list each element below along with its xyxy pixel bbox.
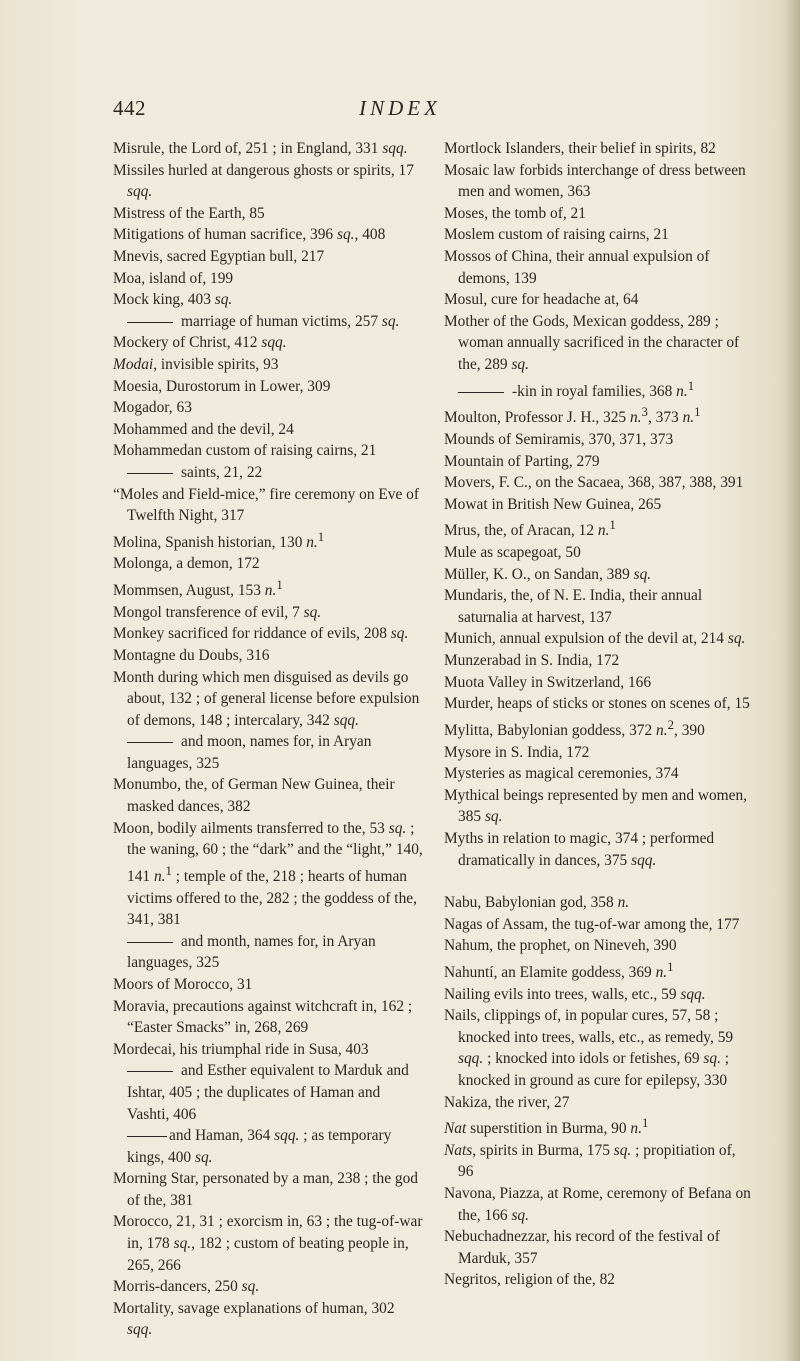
index-entry	[444, 763, 754, 785]
index-entry	[444, 402, 754, 429]
index-entry	[444, 311, 754, 376]
entry-text: Morris-dancers, 250 sq.	[113, 1278, 260, 1296]
entry-text: Monkey sacrificed for riddance of evils, 208 sq.	[113, 625, 409, 643]
index-entry	[444, 1226, 754, 1269]
ditto-dash	[127, 742, 173, 743]
index-subentry	[113, 462, 423, 484]
index-entry	[444, 542, 754, 564]
entry-text: Mule as scapegoat, 50	[444, 544, 581, 562]
entry-text: and moon, names for, in Aryan languages, 325	[127, 733, 372, 772]
entry-text: Nabu, Babylonian god, 358 n.	[444, 894, 630, 912]
index-entry	[444, 289, 754, 311]
index-entry	[444, 451, 754, 473]
index-entry	[444, 742, 754, 764]
entry-text: Nats, spirits in Burma, 175 sq. ; propitiation of, 96	[444, 1141, 736, 1181]
entry-text: Moesia, Durostorum in Lower, 309	[113, 377, 331, 395]
entry-text: Moulton, Professor J. H., 325 n.$^3$, 373 n.$^1$	[444, 405, 701, 427]
index-entry	[113, 419, 423, 441]
ditto-dash	[127, 1136, 167, 1137]
entry-text: Mitigations of human sacrifice, 396 sq., 408	[113, 226, 386, 244]
entry-text: Monumbo, the, of German New Guinea, their masked dances, 382	[113, 776, 395, 816]
index-entry	[113, 623, 423, 645]
entry-text: Molonga, a demon, 172	[113, 555, 260, 573]
index-entry	[113, 553, 423, 575]
index-entry	[113, 354, 423, 376]
index-entry	[113, 602, 423, 624]
entry-text: Müller, K. O., on Sandan, 389 sq.	[444, 565, 652, 583]
entry-text: Mockery of Christ, 412 sqq.	[113, 334, 287, 352]
index-entry	[113, 774, 423, 817]
entry-text: Nails, clippings of, in popular cures, 57, 58 ; knocked into trees, walls, etc., as remedy, 59 sqq. ; knocked into idols or fetishes, 69 sq. ; knocked in ground as cure for epilepsy, 330	[444, 1007, 734, 1089]
ditto-dash	[127, 1071, 173, 1072]
entry-text: Missiles hurled at dangerous ghosts or spirits, 17 sqq.	[113, 161, 414, 201]
entry-text: Navona, Piazza, at Rome, ceremony of Befana on the, 166 sq.	[444, 1185, 751, 1224]
index-entry	[444, 429, 754, 451]
index-entry	[113, 138, 423, 160]
index-entry	[113, 645, 423, 667]
entry-text: Moses, the tomb of, 21	[444, 204, 586, 222]
index-entry	[113, 1276, 423, 1298]
index-entry	[113, 1298, 423, 1341]
entry-text: and Esther equivalent to Marduk and Ishtar, 405 ; the duplicates of Haman and Vashti, 406	[127, 1062, 409, 1123]
entry-text: “Moles and Field-mice,” fire ceremony on Eve of Twelfth Night, 317	[113, 485, 419, 525]
ditto-dash	[127, 322, 173, 323]
index-entry	[444, 224, 754, 246]
entry-text: marriage of human victims, 257 sq.	[181, 312, 400, 330]
entry-text: Mythical beings represented by men and women, 385 sq.	[444, 786, 748, 826]
index-subentry	[113, 931, 423, 974]
index-entry	[113, 397, 423, 419]
entry-text: Mortality, savage explanations of human, 302 sqq.	[113, 1299, 395, 1339]
index-entry	[444, 1269, 754, 1291]
index-subentry	[444, 376, 754, 403]
index-subentry	[113, 311, 423, 333]
entry-text: Mistress of the Earth, 85	[113, 204, 265, 222]
entry-text: Myths in relation to magic, 374 ; performed dramatically in dances, 375 sqq.	[444, 829, 715, 869]
entry-text: Nailing evils into trees, walls, etc., 59 sqq.	[444, 985, 706, 1003]
entry-text: Nagas of Assam, the tug-of-war among the, 177	[444, 915, 740, 933]
index-subentry	[113, 1125, 423, 1168]
entry-text: Moors of Morocco, 31	[113, 975, 253, 993]
index-entry	[113, 246, 423, 268]
index-entry	[444, 785, 754, 828]
entry-text: Mundaris, the, of N. E. India, their annual saturnalia at harvest, 137	[444, 587, 703, 626]
index-entry	[444, 650, 754, 672]
index-column-right	[444, 138, 754, 1291]
entry-text: Mommsen, August, 153 n.$^1$	[113, 578, 283, 600]
index-entry	[444, 138, 754, 160]
entry-text: Morning Star, personated by a man, 238 ; the god of the, 381	[113, 1170, 419, 1209]
entry-text: Mrus, the, of Aracan, 12 n.$^1$	[444, 518, 616, 540]
index-entry	[444, 160, 754, 203]
entry-text: Mordecai, his triumphal ride in Susa, 403	[113, 1040, 369, 1058]
index-entry	[444, 1140, 754, 1183]
entry-text: Mongol transference of evil, 7 sq.	[113, 603, 322, 621]
index-entry	[113, 268, 423, 290]
entry-text: Movers, F. C., on the Sacaea, 368, 387, 388, 391	[444, 474, 744, 492]
index-entry	[113, 667, 423, 732]
index-entry	[113, 1039, 423, 1061]
index-entry	[113, 440, 423, 462]
index-entry	[444, 1005, 754, 1091]
entry-text: Mylitta, Babylonian goddess, 372 n.$^2$, 390	[444, 717, 705, 739]
entry-text: Mohammedan custom of raising cairns, 21	[113, 442, 377, 460]
index-entry	[113, 203, 423, 225]
index-entry	[444, 1092, 754, 1114]
index-entry	[444, 957, 754, 984]
entry-text: Mountain of Parting, 279	[444, 452, 600, 470]
page-header	[0, 96, 800, 124]
index-entry	[444, 564, 754, 586]
ditto-dash	[458, 392, 504, 393]
entry-text: Modai, invisible spirits, 93	[113, 355, 279, 373]
index-entry	[444, 828, 754, 871]
entry-text: Mosaic law forbids interchange of dress between men and women, 363	[444, 161, 746, 201]
entry-text: Munich, annual expulsion of the devil at, 214 sq.	[444, 630, 746, 648]
entry-text: and month, names for, in Aryan languages, 325	[127, 932, 376, 972]
index-entry	[113, 996, 423, 1039]
index-entry	[113, 818, 423, 931]
index-entry	[113, 527, 423, 554]
index-entry	[113, 974, 423, 996]
index-entry	[113, 160, 423, 203]
running-title: INDEX	[359, 96, 441, 120]
index-entry	[444, 494, 754, 516]
entry-text: Munzerabad in S. India, 172	[444, 652, 620, 670]
entry-text: Moa, island of, 199	[113, 269, 234, 287]
entry-text: Moslem custom of raising cairns, 21	[444, 226, 669, 244]
index-entry	[444, 628, 754, 650]
index-entry	[444, 472, 754, 494]
entry-text: Moon, bodily ailments transferred to the, 53 sq. ; the waning, 60 ; the “dark” and the “light,” 140, 141 n.$^1$ ; temple of the, 218 ; hearts of human victims offered to the, 282 ; the goddess of the, 341, 381	[113, 819, 423, 929]
entry-text: Mosul, cure for headache at, 64	[444, 291, 639, 309]
index-entry	[444, 203, 754, 225]
index-entry	[444, 1183, 754, 1226]
ditto-dash	[127, 942, 173, 943]
entry-text: Mogador, 63	[113, 399, 192, 417]
entry-text: Mohammed and the devil, 24	[113, 420, 294, 438]
index-entry	[113, 224, 423, 246]
index-subentry	[113, 1060, 423, 1125]
index-entry	[444, 892, 754, 914]
entry-text: Molina, Spanish historian, 130 n.$^1$	[113, 529, 325, 551]
entry-text: Mounds of Semiramis, 370, 371, 373	[444, 430, 674, 448]
entry-text: Misrule, the Lord of, 251 ; in England, 331 sqq.	[113, 140, 408, 157]
index-entry	[113, 289, 423, 311]
entry-text: Morocco, 21, 31 ; exorcism in, 63 ; the tug-of-war in, 178 sq., 182 ; custom of beating people in, 265, 266	[113, 1213, 423, 1274]
index-entry	[444, 672, 754, 694]
index-entry	[444, 715, 754, 742]
index-entry	[444, 935, 754, 957]
entry-text: Montagne du Doubs, 316	[113, 646, 270, 664]
entry-text: Mowat in British New Guinea, 265	[444, 495, 662, 513]
entry-text: Mother of the Gods, Mexican goddess, 289 ; woman annually sacrificed in the character of the, 289 sq.	[444, 312, 740, 373]
entry-text: -kin in royal families, 368 n.$^1$	[512, 378, 695, 400]
entry-text: Nahuntí, an Elamite goddess, 369 n.$^1$	[444, 959, 674, 981]
index-entry	[444, 585, 754, 628]
entry-text: Nebuchadnezzar, his record of the festival of Marduk, 357	[444, 1228, 720, 1267]
entry-text: Mysteries as magical ceremonies, 374	[444, 765, 679, 783]
page-number: 442	[113, 96, 146, 120]
index-entry	[444, 246, 754, 289]
index-entry	[444, 515, 754, 542]
ditto-dash	[127, 473, 173, 474]
index-entry	[113, 575, 423, 602]
entry-text: Nat superstition in Burma, 90 n.$^1$	[444, 1116, 649, 1138]
entry-text: saints, 21, 22	[181, 463, 263, 481]
entry-text: Mysore in S. India, 172	[444, 743, 590, 761]
entry-text: Month during which men disguised as devils go about, 132 ; of general license before expulsion of demons, 148 ; intercalary, 342 sqq.	[113, 668, 420, 729]
entry-text: Nakiza, the river, 27	[444, 1093, 570, 1111]
index-entry	[444, 984, 754, 1006]
index-entry	[113, 484, 423, 527]
entry-text: Muota Valley in Switzerland, 166	[444, 673, 652, 691]
index-entry	[113, 1211, 423, 1276]
index-entry	[113, 1168, 423, 1211]
index-entry	[113, 376, 423, 398]
entry-text: Mock king, 403 sq.	[113, 291, 233, 309]
entry-text: Murder, heaps of sticks or stones on scenes of, 15	[444, 695, 750, 713]
index-entry	[444, 1113, 754, 1140]
entry-text: and Haman, 364 sqq. ; as temporary kings, 400 sq.	[127, 1127, 392, 1166]
index-column-left	[113, 138, 423, 1341]
index-subentry	[113, 731, 423, 774]
entry-text: Mortlock Islanders, their belief in spirits, 82	[444, 140, 716, 157]
index-entry	[113, 332, 423, 354]
entry-text: Negritos, religion of the, 82	[444, 1271, 615, 1289]
entry-text: Mossos of China, their annual expulsion of demons, 139	[444, 247, 710, 287]
entry-text: Nahum, the prophet, on Nineveh, 390	[444, 937, 677, 955]
index-entry	[444, 693, 754, 715]
entry-text: Mnevis, sacred Egyptian bull, 217	[113, 247, 325, 265]
page-edge-shadow	[786, 0, 800, 1361]
index-entry	[444, 914, 754, 936]
entry-text: Moravia, precautions against witchcraft in, 162 ; “Easter Smacks” in, 268, 269	[113, 997, 413, 1037]
